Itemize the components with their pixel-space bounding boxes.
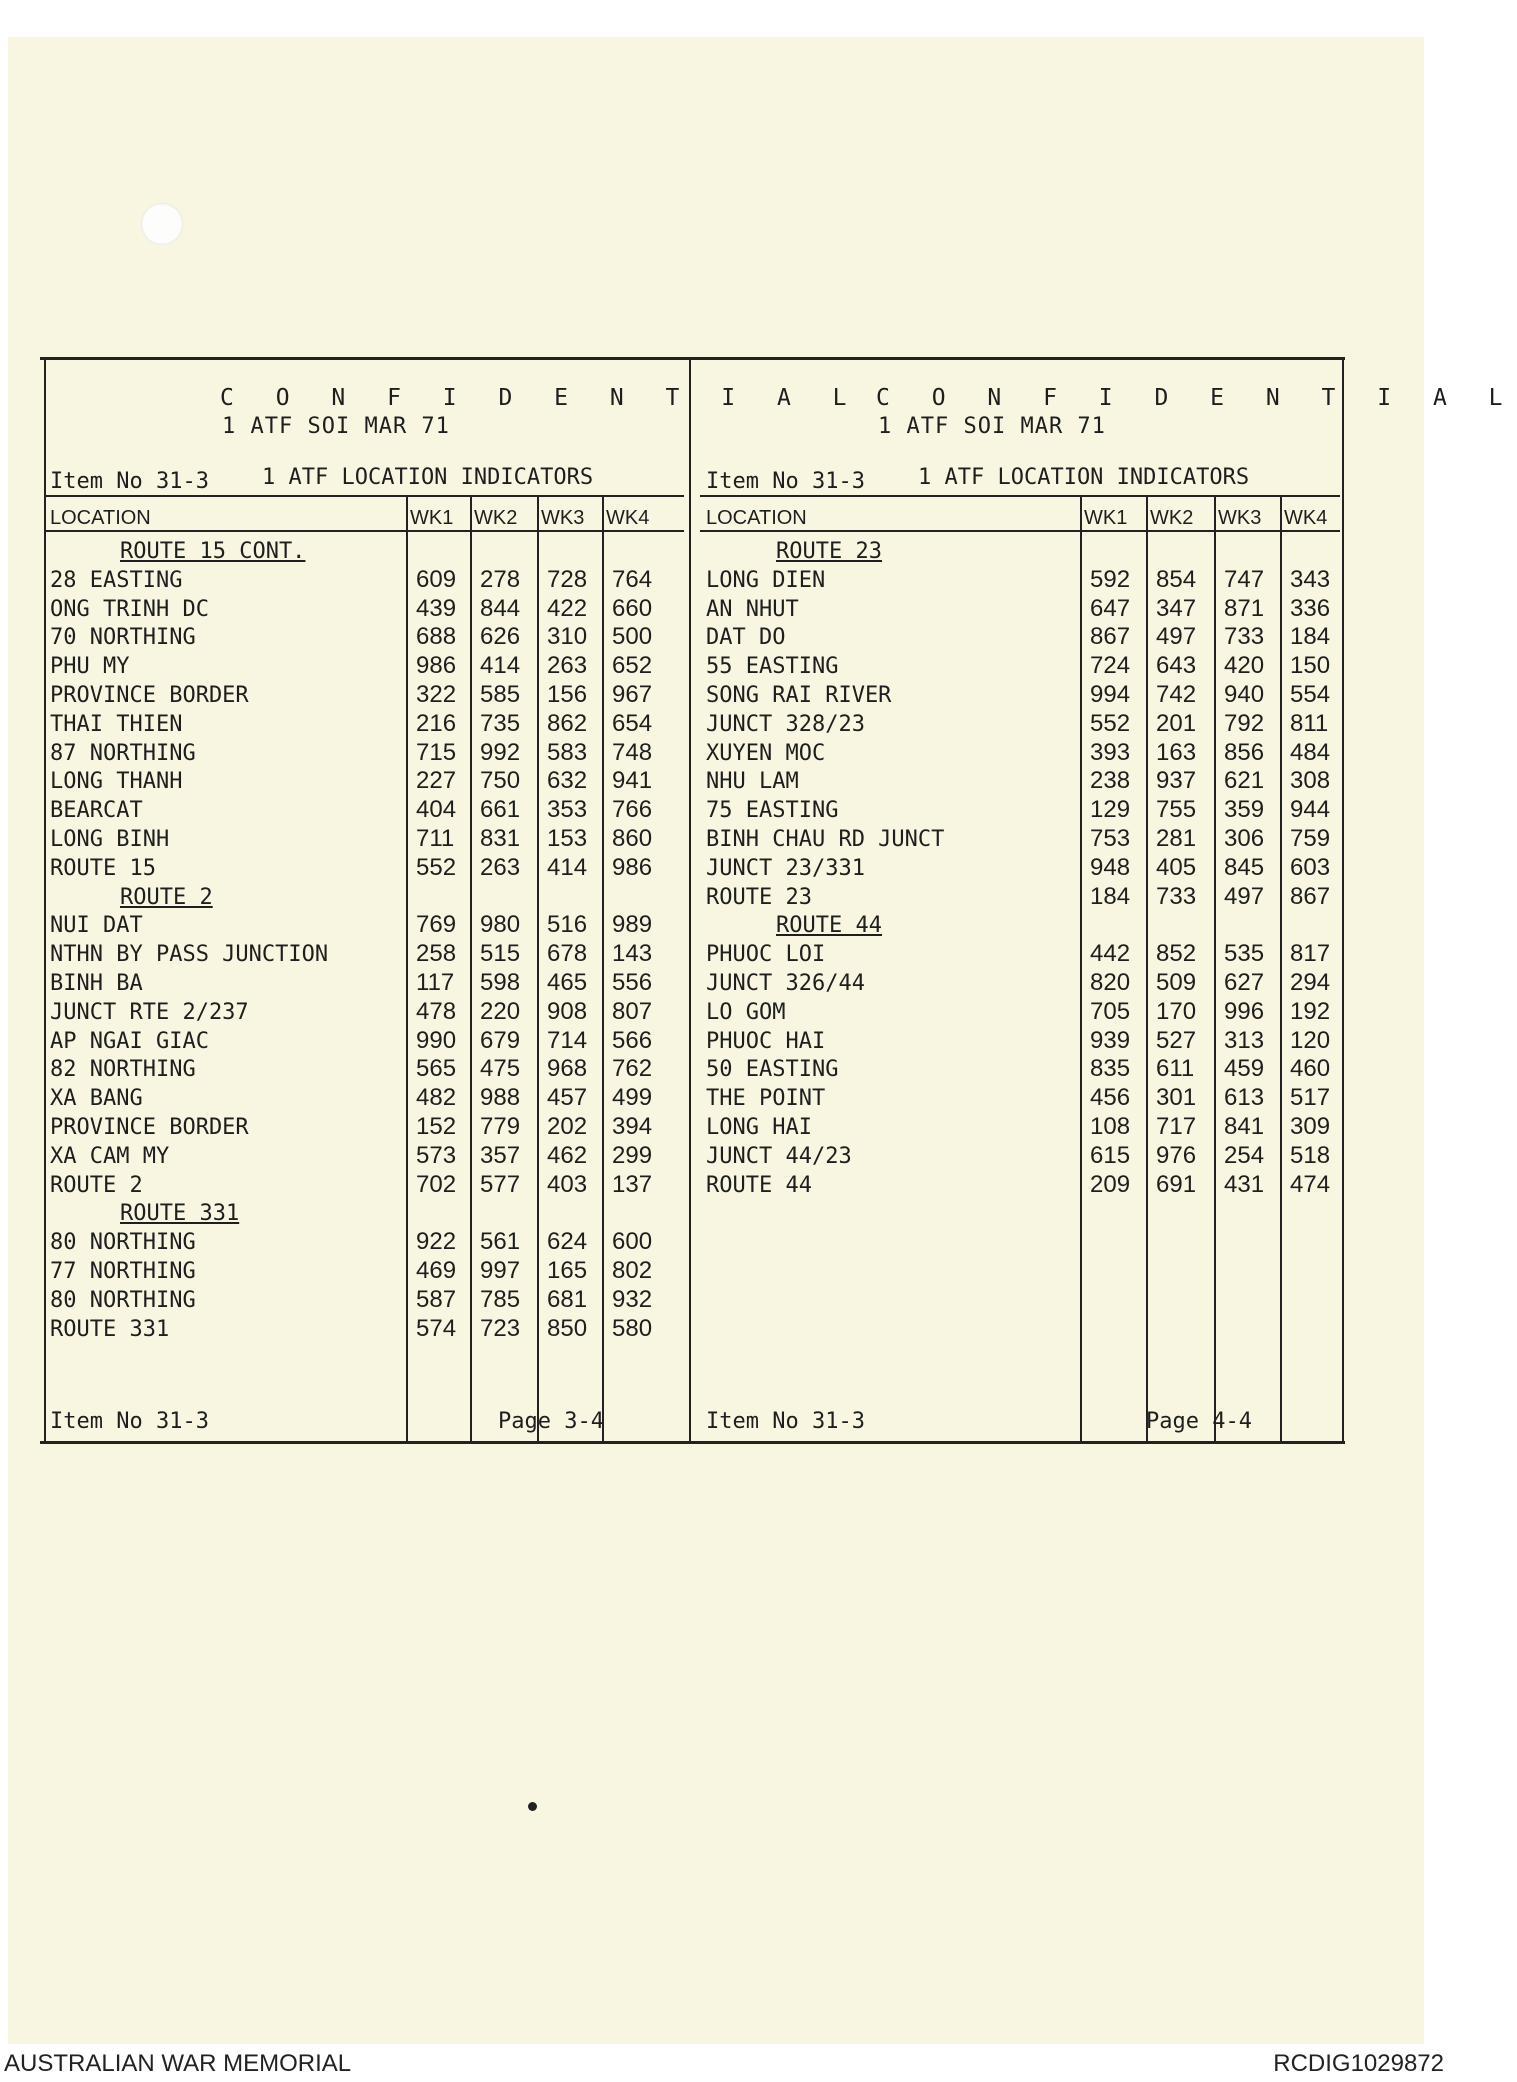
location-name: ROUTE 44 [706,1172,812,1198]
indicator-value: 856 [1224,738,1265,766]
indicator-value: 841 [1224,1113,1265,1140]
location-name: ONG TRINH DC [50,596,209,622]
indicator-value: 748 [612,738,653,766]
indicator-value: 299 [612,1141,653,1169]
indicator-value: 309 [1290,1113,1331,1140]
location-name: ROUTE 15 [50,855,156,881]
location-name: 82 NORTHING [50,1057,196,1083]
location-name: PHUOC LOI [706,942,826,968]
indicator-value: 587 [416,1285,457,1313]
indicator-value: 336 [1290,594,1331,622]
indicator-value: 580 [612,1314,653,1342]
indicator-value: 967 [612,681,653,708]
indicator-value: 469 [416,1257,457,1284]
indicator-value: 404 [416,796,457,824]
location-name: LONG DIEN [706,567,826,593]
indicator-value: 611 [1156,1055,1195,1083]
column-header-wk4: WK4 [1284,507,1328,529]
indicator-value: 600 [612,1228,653,1256]
indicator-value: 654 [612,709,653,737]
location-name: XUYEN MOC [706,740,826,766]
indicator-value: 759 [1290,825,1331,852]
indicator-value: 313 [1224,1026,1265,1054]
indicator-value: 565 [416,1055,457,1083]
indicator-value: 792 [1224,709,1265,737]
location-name: 28 EASTING [50,567,183,593]
indicator-value: 681 [547,1285,588,1313]
indicator-value: 753 [1090,825,1131,852]
indicator-value: 439 [416,594,457,622]
indicator-value: 343 [1290,565,1331,593]
indicator-value: 986 [612,853,653,881]
column-rule-1 [406,497,408,1444]
soi-subtitle: 1 ATF SOI MAR 71 [222,414,450,439]
indicator-value: 220 [480,997,521,1025]
indicator-value: 627 [1224,969,1265,996]
indicator-value: 652 [612,652,653,680]
indicator-value: 359 [1224,796,1265,824]
indicator-value: 802 [612,1257,653,1284]
indicator-value: 989 [612,911,653,939]
indicator-value: 702 [416,1170,457,1198]
indicator-value: 769 [416,911,457,939]
indicator-value: 862 [547,709,588,737]
indicator-value: 201 [1156,709,1197,737]
indicator-value: 353 [547,796,588,824]
indicator-value: 766 [612,796,653,824]
column-rule-4 [602,497,604,1444]
title-underline [700,495,1340,497]
indicator-value: 310 [547,623,588,651]
indicator-value: 785 [480,1285,521,1313]
indicator-value: 308 [1290,767,1331,795]
indicator-value: 202 [547,1113,588,1140]
indicator-value: 527 [1156,1026,1197,1054]
indicator-value: 908 [547,997,588,1025]
indicator-value: 184 [1090,882,1131,910]
indicator-value: 258 [416,940,457,968]
column-header-wk2: WK2 [1150,507,1194,529]
column-rule-2 [1146,497,1148,1444]
location-name: XA BANG [50,1086,143,1112]
indicator-value: 717 [1156,1113,1197,1140]
indicator-value: 263 [547,652,588,680]
archive-id: RCDIG1029872 [1273,2050,1444,2077]
indicator-value: 556 [612,969,653,996]
location-name: NUI DAT [50,913,143,939]
indicator-value: 742 [1156,681,1197,708]
indicator-value: 626 [480,623,521,651]
indicator-value: 733 [1224,623,1265,651]
column-header-wk2: WK2 [474,507,518,529]
location-name: NHU LAM [706,769,799,795]
indicator-value: 500 [612,623,653,651]
indicator-value: 615 [1090,1141,1131,1169]
indicator-value: 156 [547,681,588,708]
location-name: 50 EASTING [706,1057,839,1083]
location-name: THAI THIEN [50,711,183,737]
indicator-value: 152 [416,1113,457,1140]
indicator-value: 996 [1224,997,1265,1025]
indicator-value: 516 [547,911,588,939]
indicator-value: 660 [612,594,653,622]
route-heading: ROUTE 44 [776,913,882,939]
route-heading: ROUTE 23 [776,539,882,564]
indicator-value: 442 [1090,940,1131,968]
location-name: JUNCT RTE 2/237 [50,999,249,1025]
indicator-value: 238 [1090,767,1131,795]
table-title: 1 ATF LOCATION INDICATORS [262,465,594,490]
indicator-value: 941 [612,767,653,795]
indicator-value: 456 [1090,1084,1131,1112]
indicator-value: 165 [547,1257,588,1284]
indicator-value: 624 [547,1228,588,1256]
indicator-value: 499 [612,1084,653,1112]
location-name: BINH CHAU RD JUNCT [706,827,945,852]
indicator-value: 860 [612,825,653,852]
indicator-value: 755 [1156,796,1197,824]
column-header-wk3: WK3 [541,507,585,529]
indicator-value: 850 [547,1314,588,1342]
header-underline [700,530,1340,532]
indicator-value: 561 [480,1228,521,1256]
indicator-value: 475 [480,1055,521,1083]
indicator-value: 431 [1224,1170,1265,1198]
location-name: 70 NORTHING [50,625,196,651]
indicator-value: 724 [1090,652,1131,680]
footer-page-number: Page 4-4 [1146,1409,1252,1434]
column-header-wk1: WK1 [410,507,454,529]
indicator-value: 535 [1224,940,1265,968]
indicator-value: 733 [1156,882,1197,910]
indicator-value: 592 [1090,565,1131,593]
indicator-value: 937 [1156,767,1197,795]
indicator-value: 854 [1156,565,1197,593]
indicator-value: 216 [416,709,457,737]
footer-item-number: Item No 31-3 [50,1409,209,1434]
route-heading: ROUTE 331 [120,1201,240,1227]
classification-heading: C O N F I D E N T I A L [220,385,861,411]
indicator-value: 714 [547,1026,588,1054]
soi-subtitle: 1 ATF SOI MAR 71 [878,414,1106,439]
indicator-value: 632 [547,767,588,795]
location-name: XA CAM MY [50,1143,170,1169]
indicator-value: 552 [1090,709,1131,737]
location-name: ROUTE 331 [50,1316,170,1342]
indicator-value: 992 [480,738,521,766]
indicator-value: 405 [1156,853,1197,881]
indicator-value: 807 [612,997,653,1025]
indicator-value: 209 [1090,1170,1131,1198]
indicator-value: 482 [416,1084,457,1112]
indicator-value: 968 [547,1055,588,1083]
location-name: SONG RAI RIVER [706,683,892,708]
indicator-value: 414 [480,652,521,680]
location-name: PHUOC HAI [706,1028,826,1054]
footer-item-number: Item No 31-3 [706,1409,865,1434]
indicator-value: 465 [547,969,588,996]
column-rule-1 [1080,497,1082,1444]
indicator-value: 129 [1090,796,1131,824]
indicator-value: 867 [1090,623,1131,651]
column-header-wk4: WK4 [606,507,650,529]
indicator-value: 691 [1156,1170,1197,1198]
indicator-value: 254 [1224,1141,1265,1169]
indicator-value: 867 [1290,882,1331,910]
indicator-value: 422 [547,594,588,622]
column-header-wk3: WK3 [1218,507,1262,529]
indicator-value: 679 [480,1026,521,1054]
column-header-wk1: WK1 [1084,507,1128,529]
location-name: JUNCT 44/23 [706,1143,852,1169]
indicator-value: 678 [547,940,588,968]
indicator-value: 478 [416,997,457,1025]
column-header-location: LOCATION [706,507,807,529]
location-name: THE POINT [706,1086,826,1112]
indicator-value: 322 [416,681,457,708]
ink-dot [528,1802,537,1811]
location-name: JUNCT 328/23 [706,711,865,737]
indicator-value: 150 [1290,652,1331,680]
indicator-value: 986 [416,652,457,680]
indicator-value: 393 [1090,738,1131,766]
indicator-value: 583 [547,738,588,766]
indicator-value: 976 [1156,1141,1197,1169]
indicator-value: 598 [480,969,521,996]
archive-footer [0,2044,1450,2082]
indicator-value: 764 [612,565,653,593]
indicator-value: 988 [480,1084,521,1112]
indicator-value: 980 [480,911,521,939]
indicator-value: 852 [1156,940,1197,968]
indicator-value: 170 [1156,997,1197,1025]
column-rule-4 [1280,497,1282,1444]
indicator-value: 871 [1224,594,1265,622]
indicator-value: 762 [612,1055,653,1083]
location-name: BINH BA [50,971,143,996]
indicator-value: 922 [416,1228,457,1256]
location-name: 55 EASTING [706,654,839,680]
location-name: 87 NORTHING [50,740,196,766]
indicator-value: 462 [547,1141,588,1169]
column-rule-3 [1214,497,1216,1444]
location-name: LONG THANH [50,769,183,795]
location-name: PROVINCE BORDER [50,1115,249,1140]
indicator-value: 750 [480,767,521,795]
location-name: AN NHUT [706,596,799,622]
indicator-value: 457 [547,1084,588,1112]
location-name: DAT DO [706,625,786,651]
punch-hole [141,203,183,245]
indicator-value: 688 [416,623,457,651]
location-name: 75 EASTING [706,798,839,824]
location-name: LO GOM [706,999,786,1025]
indicator-value: 278 [480,565,521,593]
location-name: LONG HAI [706,1115,812,1140]
indicator-value: 997 [480,1257,521,1284]
indicator-value: 723 [480,1314,521,1342]
location-name: BEARCAT [50,798,143,824]
indicator-value: 484 [1290,738,1331,766]
location-name: ROUTE 2 [50,1172,143,1198]
indicator-value: 643 [1156,652,1197,680]
indicator-value: 621 [1224,767,1265,795]
indicator-value: 844 [480,594,521,622]
indicator-value: 835 [1090,1055,1131,1083]
indicator-value: 811 [1290,709,1329,737]
indicator-value: 820 [1090,969,1131,996]
indicator-value: 994 [1090,681,1131,708]
indicator-value: 509 [1156,969,1197,996]
indicator-value: 460 [1290,1055,1331,1083]
indicator-value: 301 [1156,1084,1197,1112]
column-header-location: LOCATION [50,507,151,529]
column-rule-2 [470,497,472,1444]
indicator-value: 939 [1090,1026,1131,1054]
indicator-value: 192 [1290,997,1331,1025]
indicator-value: 817 [1290,940,1331,968]
classification-heading: C O N F I D E N T I A L [876,385,1517,411]
soi-table-frame [40,357,1517,1444]
indicator-value: 779 [480,1113,521,1140]
location-name: PROVINCE BORDER [50,683,249,708]
route-heading: ROUTE 2 [120,884,213,910]
indicator-value: 517 [1290,1084,1331,1112]
indicator-value: 117 [416,969,455,996]
indicator-value: 948 [1090,853,1131,881]
indicator-value: 459 [1224,1055,1265,1083]
item-number: Item No 31-3 [706,469,865,494]
location-name: AP NGAI GIAC [50,1028,209,1054]
indicator-value: 294 [1290,969,1331,996]
location-name: 77 NORTHING [50,1259,196,1284]
item-number: Item No 31-3 [50,469,209,494]
indicator-value: 747 [1224,565,1265,593]
indicator-value: 603 [1290,853,1331,881]
indicator-value: 137 [612,1170,653,1198]
indicator-value: 940 [1224,681,1265,708]
indicator-value: 153 [547,825,588,852]
header-underline [44,530,684,532]
route-heading: ROUTE 15 CONT. [120,539,306,564]
archive-name: AUSTRALIAN WAR MEMORIAL [4,2050,352,2077]
location-name: JUNCT 23/331 [706,855,865,881]
indicator-value: 728 [547,565,588,593]
title-underline [44,495,684,497]
indicator-value: 474 [1290,1170,1331,1198]
indicator-value: 227 [416,767,457,795]
indicator-value: 585 [480,681,521,708]
indicator-value: 554 [1290,681,1331,708]
indicator-value: 108 [1090,1113,1131,1140]
location-name: LONG BINH [50,827,170,852]
indicator-value: 573 [416,1141,457,1169]
indicator-value: 932 [612,1285,653,1313]
indicator-value: 281 [1156,825,1197,852]
indicator-value: 944 [1290,796,1331,824]
indicator-value: 577 [480,1170,521,1198]
location-name: ROUTE 23 [706,884,812,910]
indicator-value: 403 [547,1170,588,1198]
footer-page-number: Page 3-4 [498,1409,604,1434]
indicator-value: 120 [1290,1026,1331,1054]
indicator-value: 566 [612,1026,653,1054]
indicator-value: 497 [1224,882,1265,910]
indicator-value: 609 [416,565,457,593]
indicator-value: 574 [416,1314,457,1342]
indicator-value: 414 [547,853,588,881]
indicator-value: 357 [480,1141,521,1169]
indicator-value: 990 [416,1026,457,1054]
indicator-value: 163 [1156,738,1197,766]
indicator-value: 613 [1224,1084,1265,1112]
indicator-value: 518 [1290,1141,1331,1169]
indicator-value: 420 [1224,652,1265,680]
location-name: 80 NORTHING [50,1287,196,1313]
table-title: 1 ATF LOCATION INDICATORS [918,465,1250,490]
indicator-value: 711 [416,825,455,852]
indicator-value: 661 [480,796,521,824]
indicator-value: 347 [1156,594,1197,622]
indicator-value: 184 [1290,623,1331,651]
location-name: 80 NORTHING [50,1230,196,1256]
indicator-value: 647 [1090,594,1131,622]
indicator-value: 831 [480,825,521,852]
right-page [696,357,1517,1444]
indicator-value: 263 [480,853,521,881]
indicator-value: 735 [480,709,521,737]
indicator-value: 394 [612,1113,653,1140]
location-name: NTHN BY PASS JUNCTION [50,942,329,968]
indicator-value: 705 [1090,997,1131,1025]
indicator-value: 715 [416,738,457,766]
indicator-value: 845 [1224,853,1265,881]
location-name: JUNCT 326/44 [706,971,865,996]
indicator-value: 306 [1224,825,1265,852]
indicator-value: 497 [1156,623,1197,651]
location-name: PHU MY [50,654,130,680]
indicator-value: 515 [480,940,521,968]
indicator-value: 552 [416,853,457,881]
indicator-value: 143 [612,940,653,968]
column-rule-3 [537,497,539,1444]
